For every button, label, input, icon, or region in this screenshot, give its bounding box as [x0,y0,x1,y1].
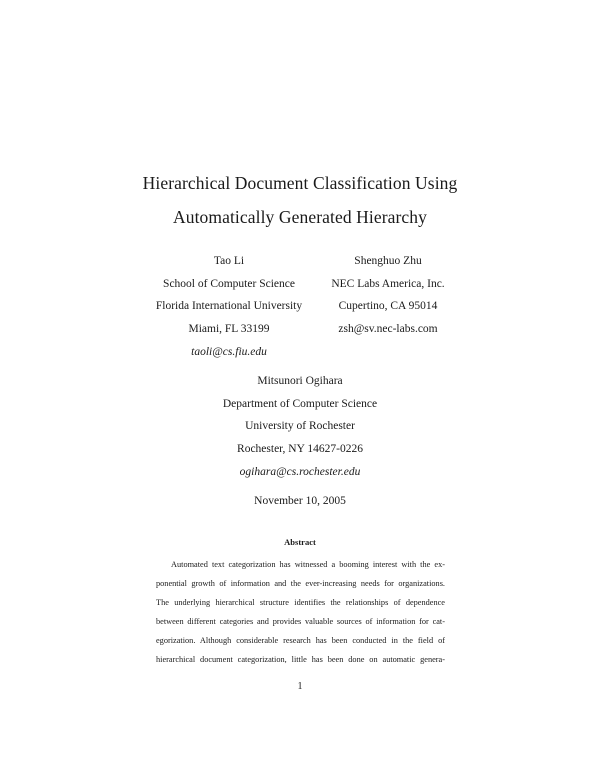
author-email: ogihara@cs.rochester.edu [239,466,361,478]
author-city: Miami, FL 33199 [188,323,270,335]
author-city: Rochester, NY 14627-0226 [237,443,363,455]
author-affiliation: Department of Computer Science [222,398,378,410]
author-affiliation: School of Computer Science [163,278,295,290]
paper-title-line-2: Automatically Generated Hierarchy [172,207,428,227]
abstract-line: hierarchical document categorization, little has been done on automatic genera- [156,655,445,664]
author-institution: University of Rochester [245,420,355,432]
author-name: Mitsunori Ogihara [257,375,343,387]
page-number: 1 [297,681,303,692]
author-affiliation: NEC Labs America, Inc. [331,278,445,290]
author-name: Tao Li [213,255,245,267]
author-email: taoli@cs.fiu.edu [191,346,267,358]
author-city: Cupertino, CA 95014 [338,300,438,312]
abstract-line: Automated text categorization has witnessed a booming interest with the ex- [171,560,445,569]
abstract-line: between different categories and provides valuable sources of information for cat- [156,617,445,626]
paper-title-line-1: Hierarchical Document Classification Using [142,173,458,193]
abstract-line: egorization. Although considerable research has been conducted in the field of [156,636,445,645]
author-email: zsh@sv.nec-labs.com [338,323,438,335]
paper-date: November 10, 2005 [254,495,346,507]
abstract-line: ponential growth of information and the ever-increasing needs for organizations. [156,579,445,588]
author-name: Shenghuo Zhu [354,255,422,267]
author-institution: Florida International University [155,300,303,312]
abstract-heading: Abstract [284,537,316,547]
abstract-line: The underlying hierarchical structure identifies the relationships of dependence [156,598,445,607]
